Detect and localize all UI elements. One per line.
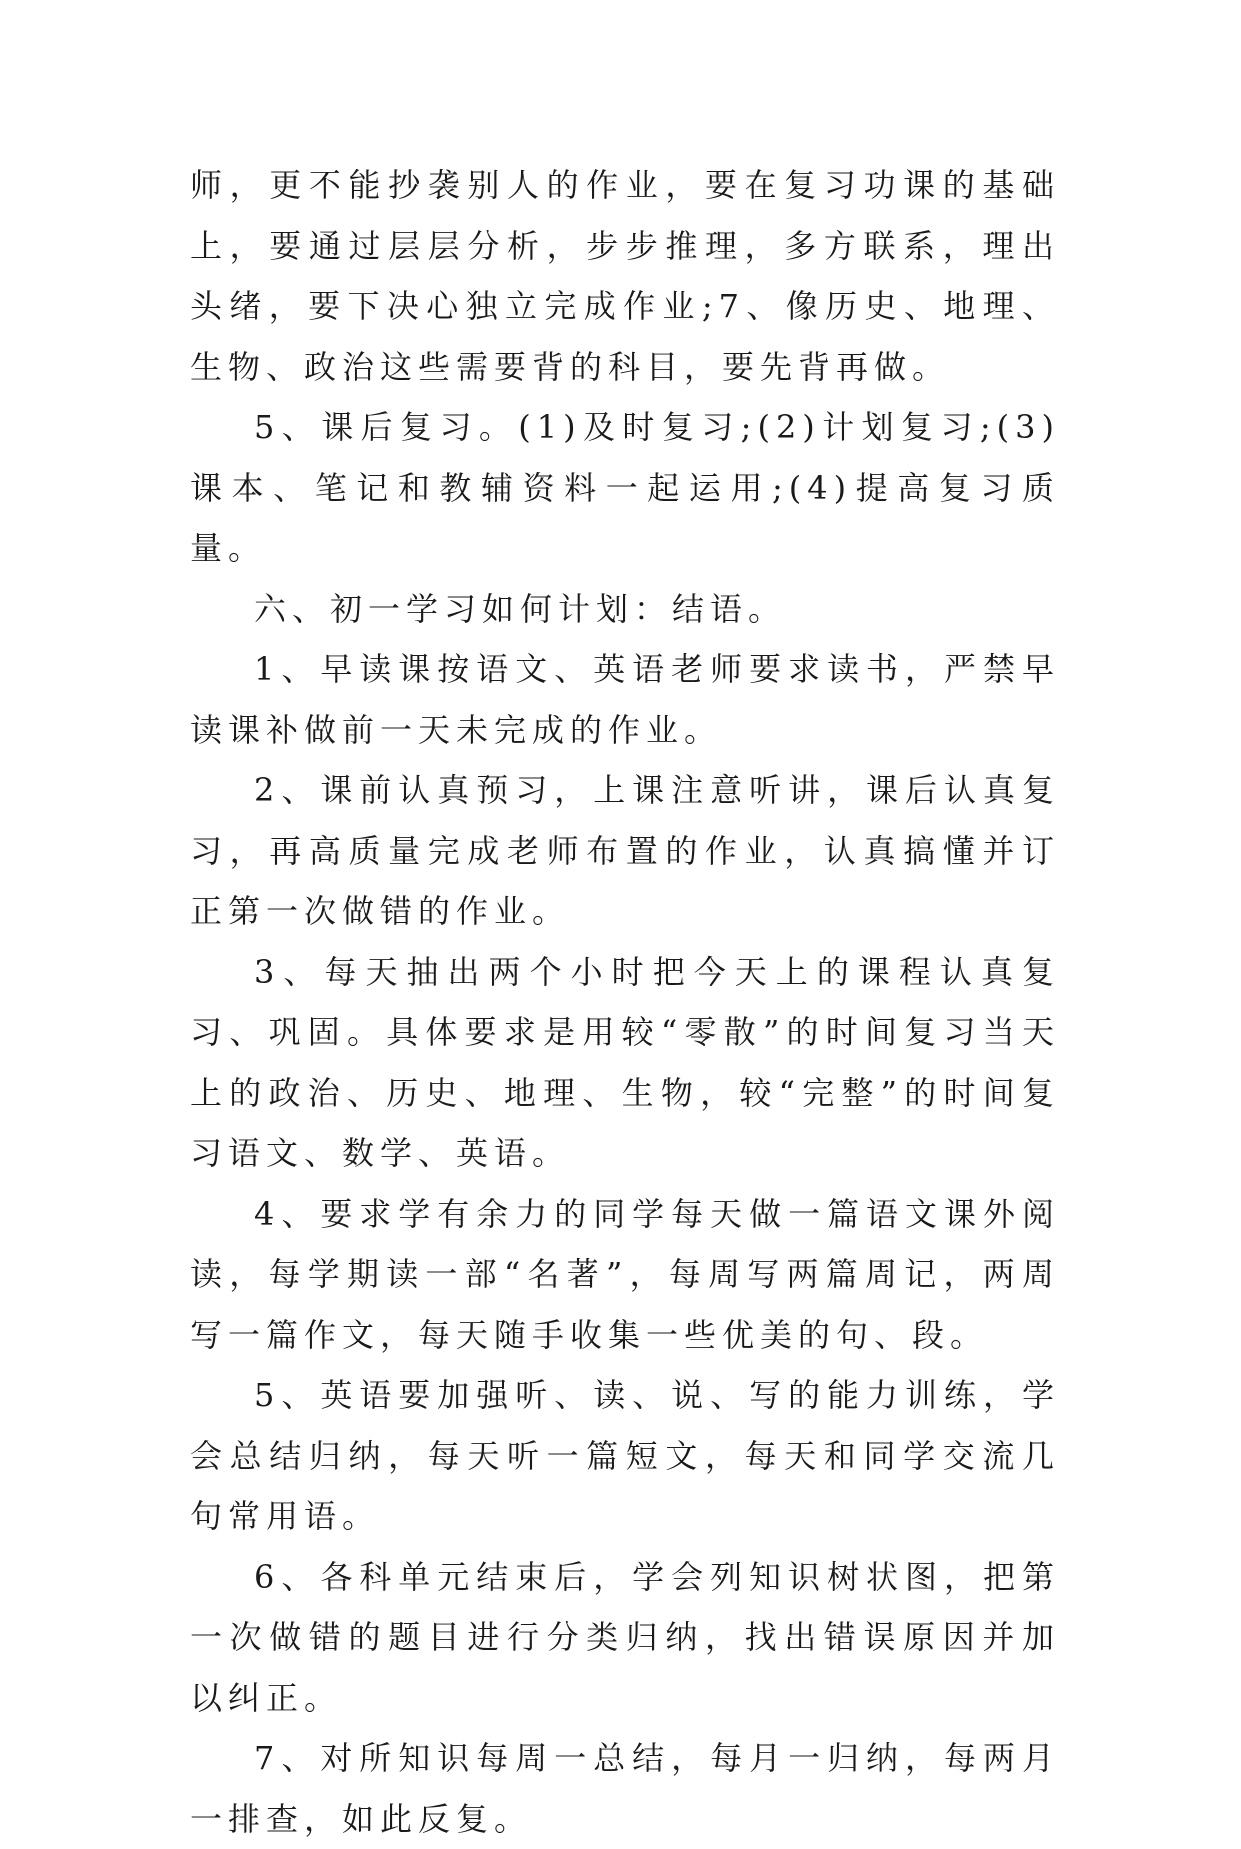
paragraph-10: 7、对所知识每周一总结，每月一归纳，每两月一排查，如此反复。 [190, 1739, 1060, 1838]
paragraph-6: 3、每天抽出两个小时把今天上的课程认真复习、巩固。具体要求是用较“零散”的时间复习当天上的政治、历史、地理、生物，较“完整”的时间复习语文、数学、英语。 [190, 952, 1060, 1172]
paragraph-8: 5、英语要加强听、读、说、写的能力训练，学会总结归纳，每天听一篇短文，每天和同学交流几句常用语。 [190, 1376, 1060, 1535]
paragraph-9: 6、各科单元结束后，学会列知识树状图，把第一次做错的题目进行分类归纳，找出错误原因并加以纠正。 [190, 1557, 1060, 1717]
paragraph-7: 4、要求学有余力的同学每天做一篇语文课外阅读，每学期读一部“名著”，每周写两篇周记，两周写一篇作文，每天随手收集一些优美的句、段。 [190, 1194, 1060, 1354]
paragraph-5: 2、课前认真预习，上课注意听讲，课后认真复习，再高质量完成老师布置的作业，认真搞懂并订正第一次做错的作业。 [190, 771, 1060, 930]
section-heading: 六、初一学习如何计划：结语。 [254, 589, 787, 628]
document-body [190, 155, 1060, 1849]
paragraph-2: 5、课后复习。(1)及时复习;(2)计划复习;(3)课本、笔记和教辅资料一起运用;(4)提高复习质量。 [190, 408, 1060, 567]
paragraph-1: 师，更不能抄袭别人的作业，要在复习功课的基础上，要通过层层分析，步步推理，多方联系，理出头绪，要下决心独立完成作业;7、像历史、地理、生物、政治这些需要背的科目，要先背再做。 [190, 166, 1060, 386]
paragraph-4: 1、早读课按语文、英语老师要求读书，严禁早读课补做前一天未完成的作业。 [190, 650, 1060, 749]
